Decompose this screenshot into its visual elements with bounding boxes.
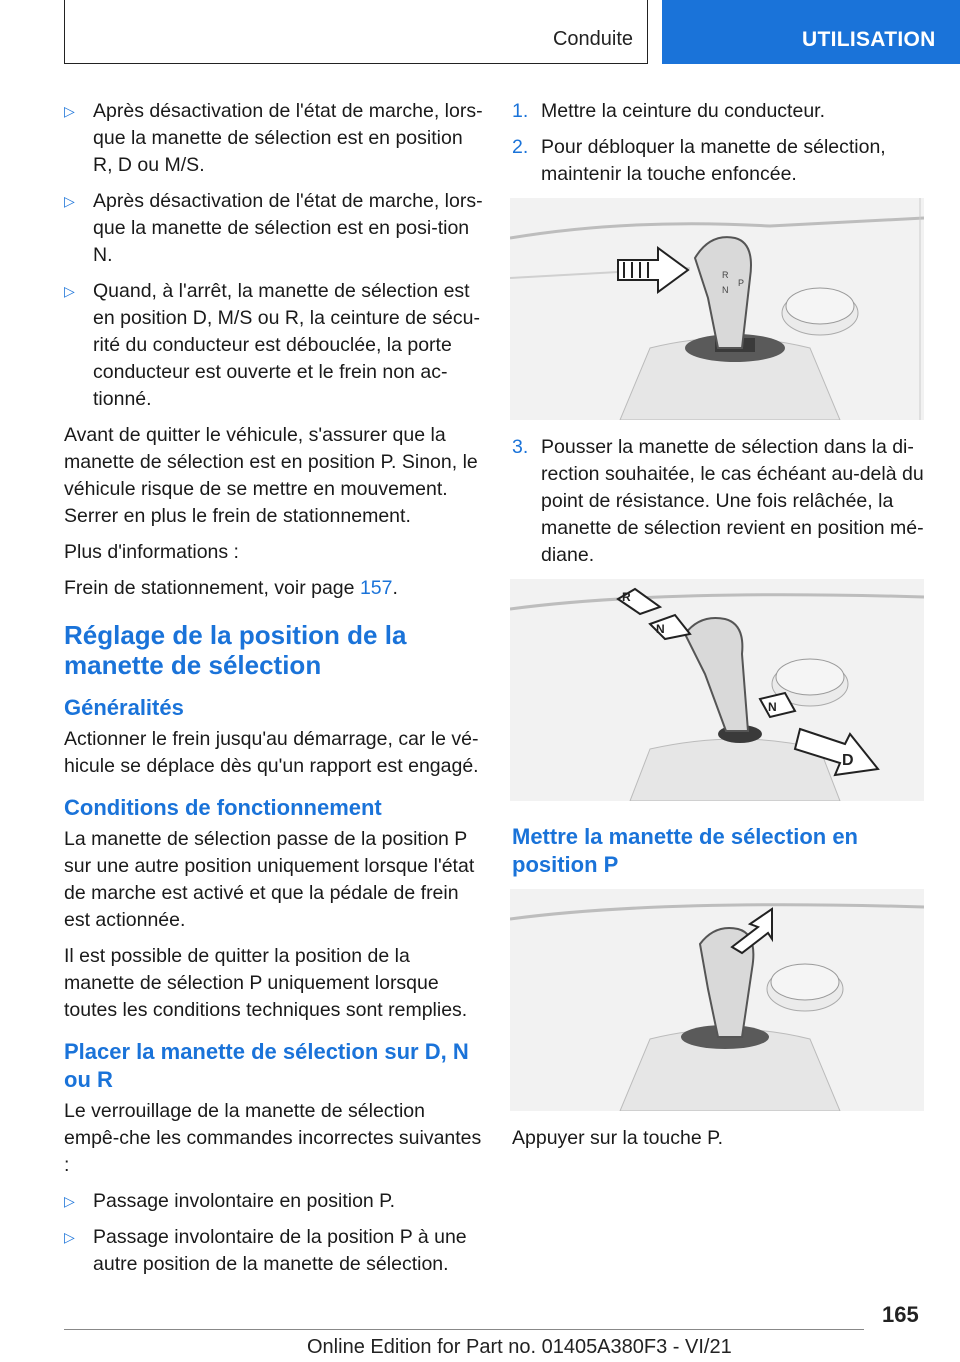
subheading-general: Généralités [64, 695, 184, 720]
direction-label-r: R [622, 590, 631, 604]
svg-text:P: P [738, 278, 745, 288]
triangle-right-outline-icon: ▷ [64, 283, 75, 299]
subheading-conditions: Conditions de fonctionnement [64, 795, 382, 820]
more-info-label: Plus d'informations : [64, 541, 239, 563]
list-item [64, 188, 484, 269]
triangle-right-outline-icon: ▷ [64, 1229, 75, 1245]
triangle-right-outline-icon: ▷ [64, 193, 75, 209]
step-item [512, 98, 932, 125]
left-column [64, 98, 484, 1287]
paragraph: Avant de quitter le véhicule, s'assurer que la manette de sélection est en position P. Sinon, le véhicule risque de se mettre en mouvement. Serrer en plus le frein de stationnement. [64, 424, 478, 527]
direction-label-n-down: N [768, 700, 777, 714]
list-item [64, 1224, 484, 1278]
triangle-right-outline-icon: ▷ [64, 1193, 75, 1209]
step-number: 2. [512, 136, 529, 158]
subheading-position-p: Mettre la manette de sélection en position P [512, 824, 858, 877]
right-column [512, 98, 932, 1161]
paragraph: Actionner le frein jusqu'au démarrage, car le vé-hicule se déplace dès qu'un rapport est engagé. [64, 728, 479, 777]
paragraph: Il est possible de quitter la position de la manette de sélection P uniquement lorsque toutes les conditions techniques sont remplies. [64, 945, 468, 1021]
direction-label-d: D [842, 752, 854, 769]
footer-divider [64, 1329, 864, 1330]
section-heading: Réglage de la position de la manette de sélection [64, 620, 407, 680]
step-text: Pousser la manette de sélection dans la di-rection souhaitée, le cas échéant au-delà du point de résistance. Une fois relâchée, la manette de sélection revient en position mé-diane. [541, 436, 924, 566]
list-item [64, 278, 484, 413]
gear-selector-directions-illustration [510, 579, 924, 801]
direction-label-n-up: N [656, 622, 665, 636]
triangle-right-outline-icon: ▷ [64, 103, 75, 119]
list-item-text: Passage involontaire en position P. [93, 1190, 396, 1212]
list-item-text: Passage involontaire de la position P à une autre position de la manette de sélection. [93, 1226, 467, 1275]
edition-info: Online Edition for Part no. 01405A380F3 - VI/21 [307, 1336, 732, 1358]
svg-text:N: N [722, 285, 729, 295]
list-item-text: Après désactivation de l'état de marche, lors-que la manette de sélection est en posi-tion N. [93, 190, 483, 266]
paragraph: Le verrouillage de la manette de sélection empê-che les commandes incorrectes suivantes : [64, 1100, 482, 1176]
svg-text:R: R [722, 270, 729, 280]
chapter-tab [662, 0, 960, 64]
step-number: 3. [512, 436, 529, 458]
header-bar [64, 0, 648, 64]
reference-text: Frein de stationnement, voir page [64, 577, 355, 599]
cross-reference [64, 575, 484, 602]
subheading-place: Placer la manette de sélection sur D, N ou R [64, 1039, 469, 1092]
list-item [64, 98, 484, 179]
gear-selector-press-p-illustration [510, 889, 924, 1111]
step-item [512, 434, 932, 569]
step-item [512, 134, 932, 188]
chapter-title: UTILISATION [802, 28, 936, 51]
list-item-text: Quand, à l'arrêt, la manette de sélection est en position D, M/S ou R, la ceinture de sécu-rité du conducteur est débouclée, la porte conducteur est ouverte et le frein non ac-tionné. [93, 280, 480, 410]
page-link[interactable]: 157 [359, 577, 393, 599]
step-number: 1. [512, 100, 529, 122]
step-text: Pour débloquer la manette de sélection, maintenir la touche enfoncée. [541, 136, 886, 185]
reference-end: . [392, 577, 398, 599]
paragraph: La manette de sélection passe de la position P sur une autre position uniquement lorsque l'état de marche est activé et que la pédale de frein est actionnée. [64, 828, 475, 931]
paragraph: Appuyer sur la touche P. [512, 1127, 724, 1149]
list-item-text: Après désactivation de l'état de marche, lors-que la manette de sélection est en position R, D ou M/S. [93, 100, 483, 176]
list-item [64, 1188, 484, 1215]
step-text: Mettre la ceinture du conducteur. [541, 100, 825, 122]
gear-selector-unlock-illustration [510, 198, 924, 420]
section-title: Conduite [552, 28, 633, 50]
page-number: 165 [882, 1302, 919, 1327]
